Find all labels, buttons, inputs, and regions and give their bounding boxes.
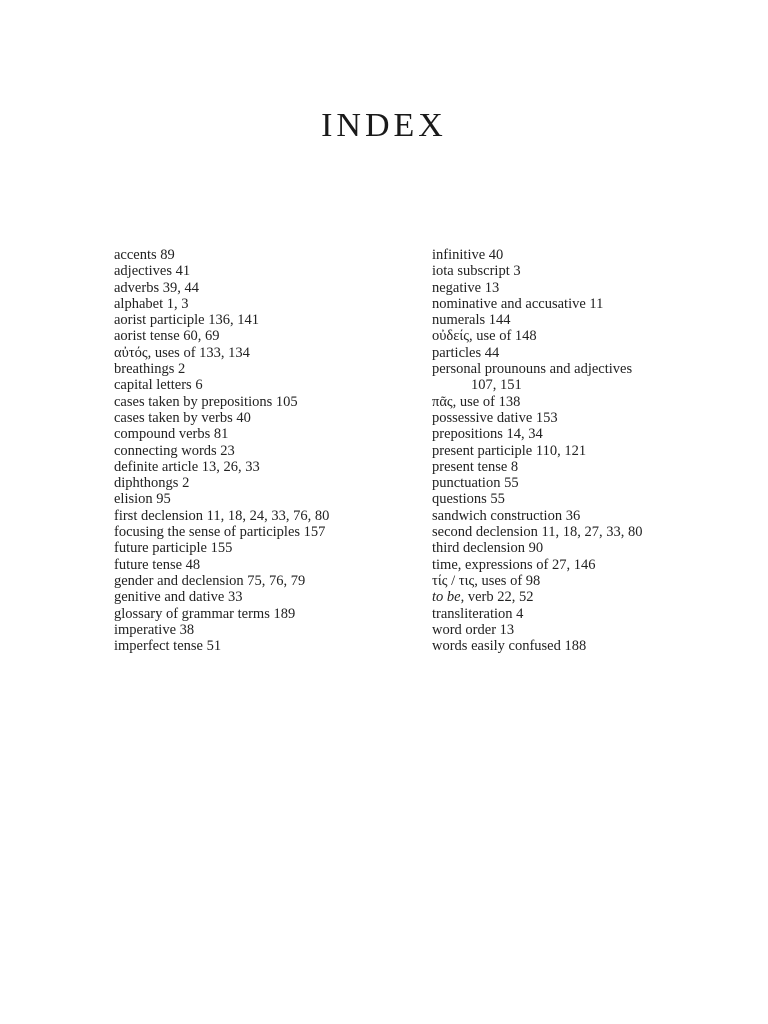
index-entry: πᾶς, use of 138 <box>432 393 521 410</box>
index-entry: particles 44 <box>432 344 500 361</box>
index-entry: iota subscript 3 <box>432 263 521 280</box>
index-entry: numerals 144 <box>432 312 511 329</box>
index-entry: first declension 11, 18, 24, 33, 76, 80 <box>114 507 330 524</box>
index-entry: imperfect tense 51 <box>114 638 222 655</box>
index-entry: cases taken by verbs 40 <box>114 409 251 426</box>
index-entry: present tense 8 <box>432 458 519 475</box>
index-entry: diphthongs 2 <box>114 475 190 492</box>
index-entry: adverbs 39, 44 <box>114 279 199 296</box>
index-entry: definite article 13, 26, 33 <box>114 458 260 475</box>
index-entry: to be, verb 22, 52 <box>432 589 534 606</box>
index-entry: genitive and dative 33 <box>114 589 243 606</box>
index-entry: questions 55 <box>432 491 505 508</box>
index-entry: sandwich construction 36 <box>432 507 581 524</box>
index-entry-continuation: 107, 151 <box>471 377 522 394</box>
index-entry: adjectives 41 <box>114 263 191 280</box>
index-entry: future tense 48 <box>114 556 201 573</box>
index-right-column <box>432 247 732 654</box>
index-entry: elision 95 <box>114 491 171 508</box>
index-entry: third declension 90 <box>432 540 544 557</box>
index-entry: glossary of grammar terms 189 <box>114 605 296 622</box>
index-entry: αὐτός, uses of 133, 134 <box>114 344 250 361</box>
index-entry: imperative 38 <box>114 621 195 638</box>
index-entry: focusing the sense of participles 157 <box>114 524 326 541</box>
index-entry: breathings 2 <box>114 361 186 378</box>
index-entry: οὐδείς, use of 148 <box>432 328 537 345</box>
index-entry: cases taken by prepositions 105 <box>114 393 298 410</box>
index-entry: present participle 110, 121 <box>432 442 587 459</box>
index-entry: gender and declension 75, 76, 79 <box>114 572 306 589</box>
index-entry: nominative and accusative 11 <box>432 295 604 312</box>
index-entry: word order 13 <box>432 621 515 638</box>
index-entry: time, expressions of 27, 146 <box>432 556 596 573</box>
index-entry: future participle 155 <box>114 540 233 557</box>
index-entry: infinitive 40 <box>432 247 504 263</box>
index-entry: capital letters 6 <box>114 377 203 394</box>
index-entry: transliteration 4 <box>432 605 524 622</box>
index-entry: aorist participle 136, 141 <box>114 312 259 329</box>
index-left-column <box>114 247 404 654</box>
index-entry: words easily confused 188 <box>432 638 587 655</box>
index-entry: negative 13 <box>432 279 500 296</box>
index-entry: second declension 11, 18, 27, 33, 80 <box>432 524 643 541</box>
index-entry: personal prounouns and adjectives <box>432 361 633 378</box>
index-entry: prepositions 14, 34 <box>432 426 543 443</box>
index-entry: aorist tense 60, 69 <box>114 328 220 345</box>
index-entry: accents 89 <box>114 247 175 263</box>
index-entry: punctuation 55 <box>432 475 519 492</box>
index-entry: alphabet 1, 3 <box>114 295 189 312</box>
page-title: INDEX <box>321 106 447 144</box>
index-entry: τίς / τις, uses of 98 <box>432 572 541 589</box>
index-entry: possessive dative 153 <box>432 409 558 426</box>
index-entry: compound verbs 81 <box>114 426 229 443</box>
index-entry: connecting words 23 <box>114 442 235 459</box>
